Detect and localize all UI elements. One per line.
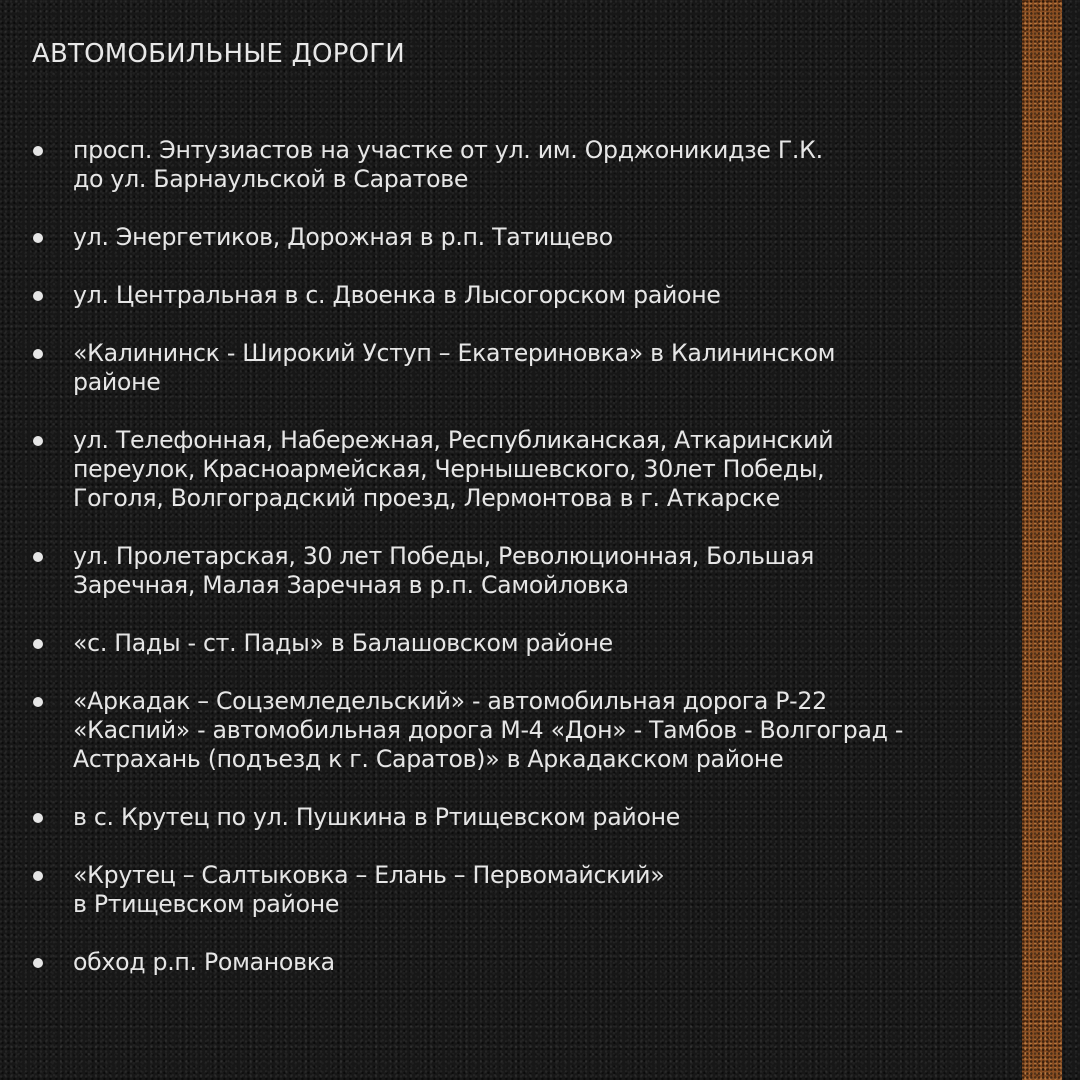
item-line: ул. Телефонная, Набережная, Республиканская, Аткаринский: [73, 426, 834, 454]
item-line: в Ртищевском районе: [73, 890, 340, 918]
list-item: [32, 136, 1032, 194]
list-item: [32, 948, 1032, 977]
item-line: ул. Энергетиков, Дорожная в р.п. Татищево: [73, 223, 613, 251]
list-item: [32, 861, 1032, 919]
item-line: ул. Центральная в с. Двоенка в Лысогорском районе: [73, 281, 721, 309]
list-item: [32, 223, 1032, 252]
item-line: обход р.п. Романовка: [73, 948, 335, 976]
roads-list: [32, 136, 1032, 1006]
bullet-icon: [33, 813, 43, 823]
item-line: в с. Крутец по ул. Пушкина в Ртищевском районе: [73, 803, 681, 831]
item-line: «Аркадак – Соцземледельский» - автомобильная дорога Р-22: [73, 687, 827, 715]
list-item: [32, 339, 1032, 397]
list-item: [32, 281, 1032, 310]
bullet-icon: [33, 291, 43, 301]
item-line: районе: [73, 368, 161, 396]
list-item: [32, 803, 1032, 832]
item-line: Гоголя, Волгоградский проезд, Лермонтова в г. Аткарске: [73, 484, 780, 512]
bullet-icon: [33, 871, 43, 881]
bullet-icon: [33, 436, 43, 446]
item-line: ул. Пролетарская, 30 лет Победы, Революционная, Большая: [73, 542, 815, 570]
item-line: «Калининск - Широкий Уступ – Екатериновка» в Калининском: [73, 339, 836, 367]
bullet-icon: [33, 639, 43, 649]
list-item: [32, 542, 1032, 600]
bullet-icon: [33, 349, 43, 359]
list-item: [32, 426, 1032, 513]
bullet-icon: [33, 552, 43, 562]
bullet-icon: [33, 233, 43, 243]
item-line: до ул. Барнаульской в Саратове: [73, 165, 469, 193]
item-line: просп. Энтузиастов на участке от ул. им. Орджоникидзе Г.К.: [73, 136, 823, 164]
bullet-icon: [33, 958, 43, 968]
item-line: «Крутец – Салтыковка – Елань – Первомайский»: [73, 861, 665, 889]
bullet-icon: [33, 697, 43, 707]
item-line: переулок, Красноармейская, Чернышевского, 30лет Победы,: [73, 455, 825, 483]
item-line: Заречная, Малая Заречная в р.п. Самойловка: [73, 571, 629, 599]
bullet-icon: [33, 146, 43, 156]
page-title: АВТОМОБИЛЬНЫЕ ДОРОГИ: [32, 39, 405, 69]
list-item: [32, 687, 1032, 774]
item-line: «с. Пады - ст. Пады» в Балашовском районе: [73, 629, 613, 657]
item-line: Астрахань (подъезд к г. Саратов)» в Аркадакском районе: [73, 745, 784, 773]
list-item: [32, 629, 1032, 658]
item-line: «Каспий» - автомобильная дорога М-4 «Дон» - Тамбов - Волгоград -: [73, 716, 904, 744]
